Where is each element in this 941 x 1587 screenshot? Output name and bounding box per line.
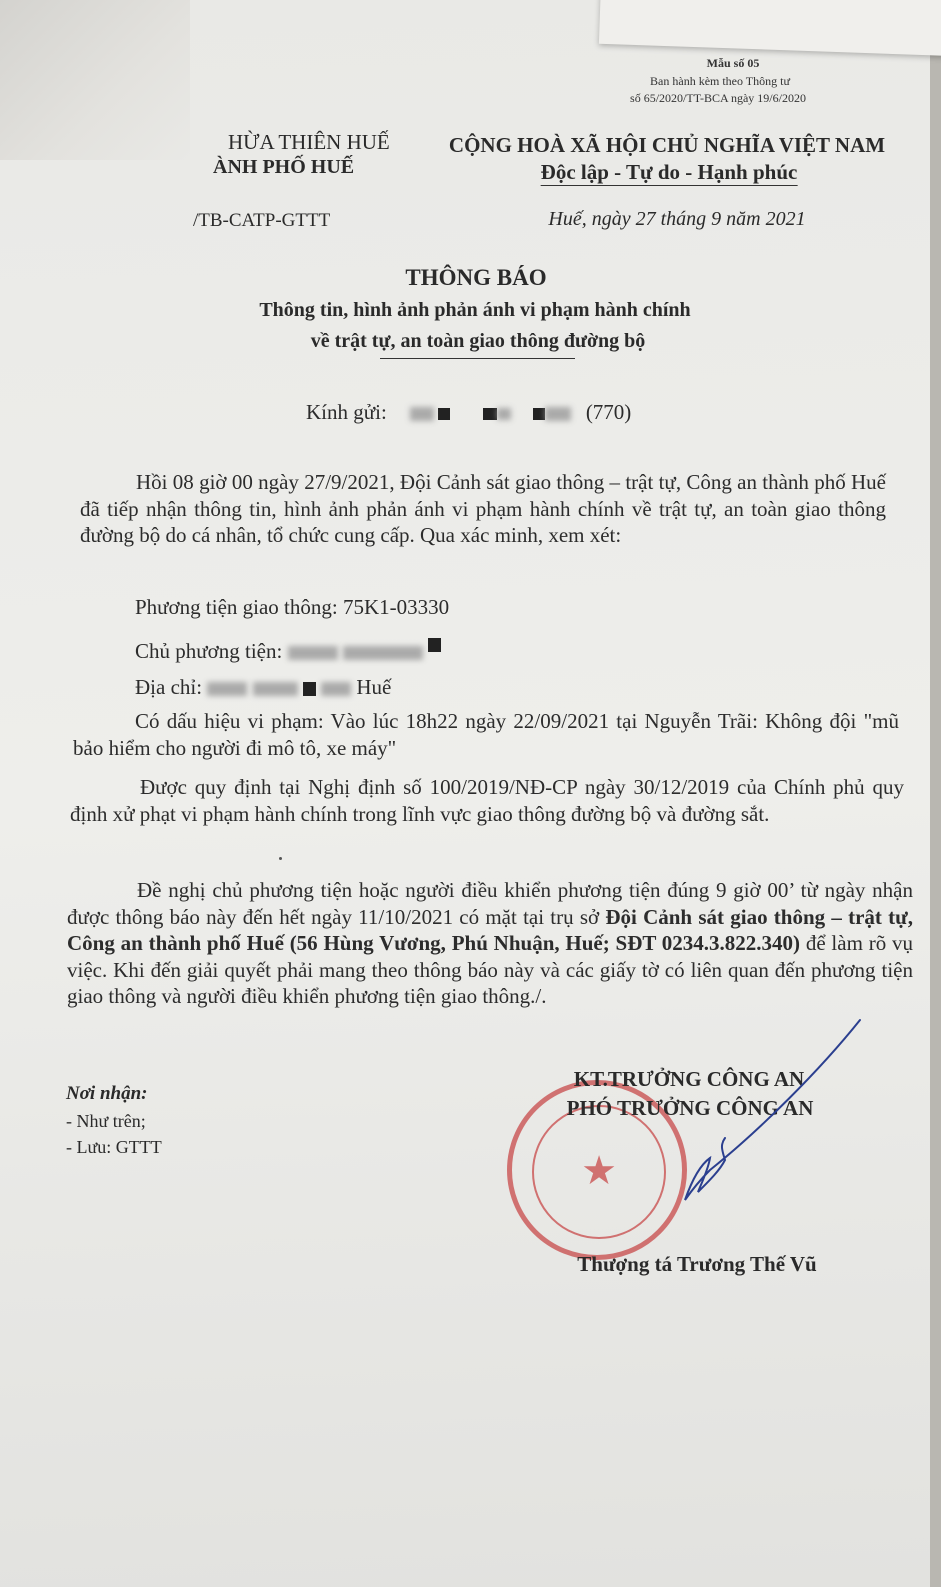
recipients-title: Nơi nhận: [66,1083,148,1104]
owner-label: Chủ phương tiện: [135,639,283,663]
redacted-name [497,408,511,420]
document-title: THÔNG BÁO [405,265,547,290]
vehicle-line: Phương tiện giao thông: 75K1-03330 [135,595,450,619]
recipient-line [306,400,631,425]
request-text-2: để làm rõ vụ việc. Khi đến giải quyết phải mang theo thông báo này và các giấy tờ có liên quan đến phương tiện giao thông và người điều khiển phương tiện giao thông./. [67,931,913,1008]
recipients-item-1: - Như trên; [66,1111,146,1131]
request-office-address: Đội Cảnh sát giao thông – trật tự, Công an thành phố Huế (56 Hùng Vương, Phú Nhuận, Huế; SĐT 0234.3.822.340) [67,904,913,955]
redaction-block [533,408,545,420]
signature-title-1: KT.TRƯỞNG CÔNG AN [573,1067,805,1091]
redacted-owner [343,646,423,660]
signer-name: Thượng tá Trương Thế Vũ [577,1252,817,1276]
redacted-name [410,407,434,421]
redacted-name [545,407,571,421]
address-city: Huế [356,675,392,699]
address-line [135,675,391,700]
recipients-item-2: - Lưu: GTTT [66,1137,162,1157]
agency-city: ÀNH PHỐ HUẾ [213,156,355,178]
republic-name: CỘNG HOÀ XÃ HỘI CHỦ NGHĨA VIỆT NAM [448,133,886,157]
document-subtitle-line2: về trật tự, an toàn giao thông đường bộ [310,330,646,352]
address-label: Địa chỉ: [135,675,203,699]
place-and-date: Huế, ngày 27 tháng 9 năm 2021 [548,208,806,230]
national-motto: Độc lập - Tự do - Hạnh phúc [540,160,798,184]
redacted-address [207,682,247,696]
owner-line [135,639,441,664]
speck [279,857,282,860]
regulation-paragraph: Được quy định tại Nghị định số 100/2019/NĐ-CP ngày 30/12/2019 của Chính phủ quy định xử phạt vi phạm hành chính trong lĩnh vực giao thông đường bộ và đường sắt. [70,775,904,826]
redaction-block [438,408,450,420]
seal-star-icon: ★ [581,1148,617,1193]
redacted-address [321,682,351,696]
redacted-address [253,682,298,696]
title-underline [380,358,575,359]
recipient-label: Kính gửi: [306,400,387,424]
redaction-block [428,638,441,652]
request-text-1: Đề nghị chủ phương tiện hoặc người điều khiển phương tiện đúng 9 giờ 00’ từ ngày nhận được thông báo này đến hết ngày 11/10/2021 có mặt tại trụ sở [67,878,913,929]
redaction-block [483,408,497,420]
circular-reference: số 65/2020/TT-BCA ngày 19/6/2020 [630,91,806,105]
intro-paragraph: Hồi 08 giờ 00 ngày 27/9/2021, Đội Cảnh sát giao thông – trật tự, Công an thành phố Huế đã tiếp nhận thông tin, hình ảnh phản ánh vi phạm hành chính về trật tự, an toàn giao thông đường bộ do cá nhân, tổ chức cung cấp. Qua xác minh, xem xét: [80,470,886,547]
redaction-block [303,682,316,696]
overlapping-page-edge [599,0,941,56]
agency-province: HỪA THIÊN HUẾ [228,130,390,154]
document-subtitle-line1: Thông tin, hình ảnh phản ánh vi phạm hành chính [259,299,691,321]
document-number: /TB-CATP-GTTT [193,210,331,231]
violation-paragraph: Có dấu hiệu vi phạm: Vào lúc 18h22 ngày 22/09/2021 tại Nguyễn Trãi: Không đội "mũ bảo hiểm cho người đi mô tô, xe máy" [73,709,899,760]
request-paragraph [67,877,913,1010]
underlying-page-corner [0,0,190,160]
issued-with-note: Ban hành kèm theo Thông tư [650,74,790,88]
form-number: Mẫu số 05 [706,56,760,70]
recipient-code: (770) [585,400,632,424]
handwritten-signature [640,1010,880,1210]
redacted-owner [288,646,338,660]
signature-title-2: PHÓ TRƯỞNG CÔNG AN [566,1096,814,1120]
